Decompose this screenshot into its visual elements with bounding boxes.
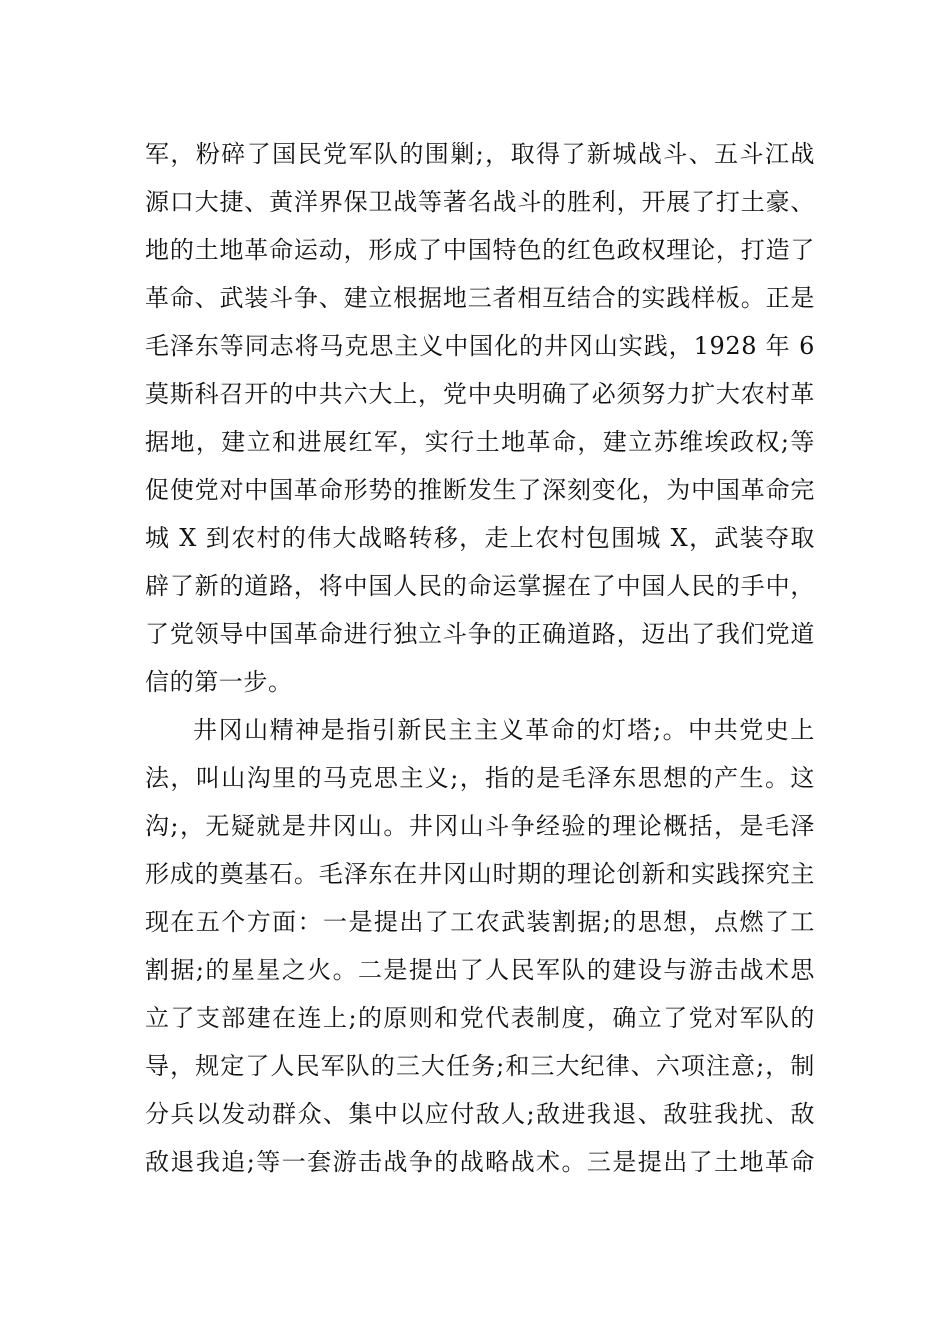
text-line: 军，粉碎了国民党军队的围剿;，取得了新城战斗、五斗江战 <box>145 140 815 168</box>
text-line: 导，规定了人民军队的三大任务;和三大纪律、六项注意;，制 <box>145 1052 815 1080</box>
text-line: 莫斯科召开的中共六大上，党中央明确了必须努力扩大农村革 <box>145 380 815 408</box>
text-line: 城 X 到农村的伟大战略转移，走上农村包围城 X，武装夺取 <box>145 524 815 552</box>
text-line-first: 井冈山精神是指引新民主主义革命的灯塔;。中共党史上 <box>193 716 815 744</box>
text-line: 促使党对中国革命形势的推断发生了深刻变化，为中国革命完 <box>145 476 815 504</box>
text-line: 地的土地革命运动，形成了中国特色的红色政权理论，打造了 <box>145 236 815 264</box>
text-line: 法，叫山沟里的马克思主义;，指的是毛泽东思想的产生。这 <box>145 764 815 792</box>
text-line: 敌退我追;等一套游击战争的战略战术。三是提出了土地革命 <box>145 1148 815 1176</box>
text-line-last: 信的第一步。 <box>145 668 293 696</box>
text-line: 形成的奠基石。毛泽东在井冈山时期的理论创新和实践探究主 <box>145 860 815 888</box>
text-line: 据地，建立和进展红军，实行土地革命，建立苏维埃政权;等 <box>145 428 815 456</box>
text-line: 辟了新的道路，将中国人民的命运掌握在了中国人民的手中， <box>145 572 815 600</box>
text-line: 割据;的星星之火。二是提出了人民军队的建设与游击战术思 <box>145 956 815 984</box>
body-text <box>145 130 815 1186</box>
text-line: 沟;，无疑就是井冈山。井冈山斗争经验的理论概括，是毛泽 <box>145 812 815 840</box>
text-line: 源口大捷、黄洋界保卫战等著名战斗的胜利，开展了打土豪、 <box>145 188 815 216</box>
text-line: 了党领导中国革命进行独立斗争的正确道路，迈出了我们党道 <box>145 620 815 648</box>
text-line: 立了支部建在连上;的原则和党代表制度，确立了党对军队的 <box>145 1004 815 1032</box>
text-line: 革命、武装斗争、建立根据地三者相互结合的实践样板。正是 <box>145 284 815 312</box>
text-line: 毛泽东等同志将马克思主义中国化的井冈山实践，1928 年 6 <box>145 332 815 360</box>
text-line: 分兵以发动群众、集中以应付敌人;敌进我退、敌驻我扰、敌 <box>145 1100 815 1128</box>
paragraph-1 <box>145 130 815 706</box>
text-line: 现在五个方面：一是提出了工农武装割据;的思想，点燃了工 <box>145 908 815 936</box>
paragraph-2 <box>145 706 815 1186</box>
